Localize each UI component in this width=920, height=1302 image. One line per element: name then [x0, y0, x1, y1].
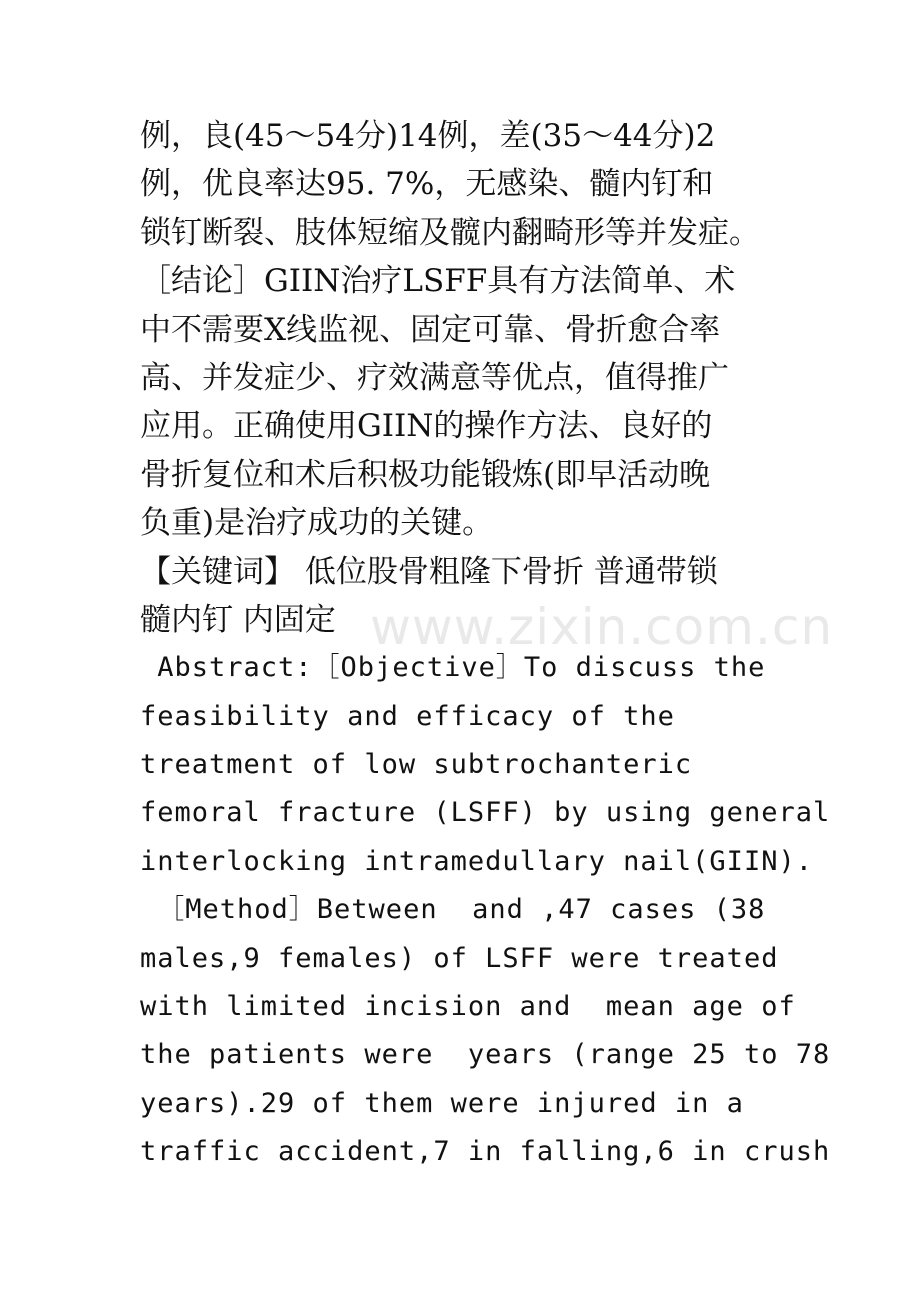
abstract-line: femoral fracture (LSFF) by using general: [140, 797, 831, 829]
abstract-line: with limited incision and mean age of: [140, 991, 796, 1023]
abstract-line: years).29 of them were injured in a: [140, 1087, 744, 1119]
abstract-line: males,9 females) of LSFF were treated: [140, 942, 779, 974]
abstract-line: interlocking intramedullary nail(GIIN).: [140, 845, 813, 877]
abstract-line: traffic accident,7 in falling,6 in crush: [140, 1136, 831, 1168]
keywords-line: 【关键词】 低位股骨粗隆下骨折 普通带锁: [140, 553, 718, 590]
text-line: 骨折复位和术后积极功能锻炼(即早活动晚: [140, 456, 711, 493]
body-text: [140, 112, 840, 1177]
abstract-line: treatment of low subtrochanteric: [140, 749, 693, 781]
abstract-line: Abstract:［Objective］To discuss the: [140, 652, 766, 684]
keywords-line: 髓内钉 内固定: [140, 601, 336, 638]
abstract-line: ［Method］Between and ,47 cases (38: [140, 894, 766, 926]
abstract-line: the patients were years (range 25 to 78: [140, 1039, 831, 1071]
watermark: www.zixin.com.cn: [370, 598, 834, 656]
text-line: ［结论］GIIN治疗LSFF具有方法简单、术: [140, 263, 736, 300]
text-line: 负重)是治疗成功的关键。: [140, 505, 494, 542]
text-line: 例，优良率达95. 7%，无感染、髓内钉和: [140, 166, 714, 203]
abstract-line: feasibility and efficacy of the: [140, 700, 675, 732]
text-line: 应用。正确使用GIIN的操作方法、良好的: [140, 408, 713, 445]
text-line: 例，良(45～54分)14例，差(35～44分)2: [140, 118, 716, 154]
text-line: 锁钉断裂、肢体短缩及髋内翻畸形等并发症。: [140, 214, 760, 251]
text-line: 高、并发症少、疗效满意等优点，值得推广: [140, 359, 729, 396]
text-line: 中不需要X线监视、固定可靠、骨折愈合率: [140, 311, 721, 348]
